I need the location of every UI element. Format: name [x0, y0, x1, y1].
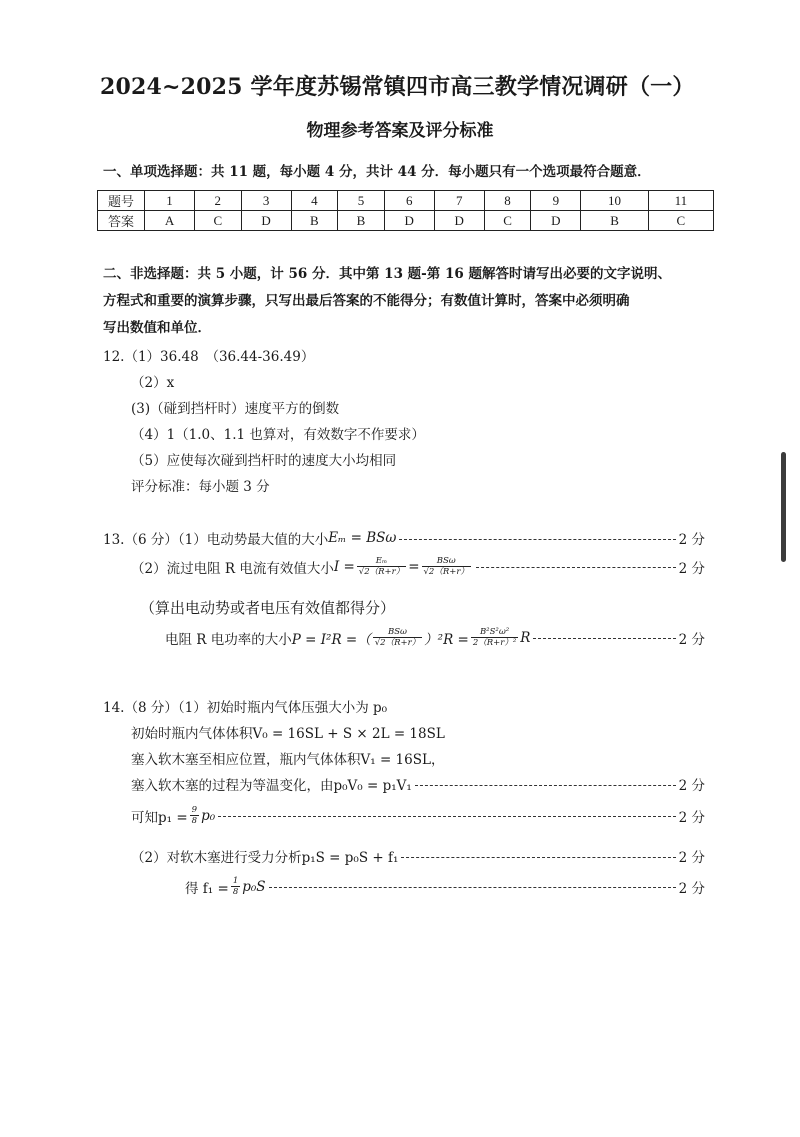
row-label-answer: 答案	[98, 211, 145, 231]
dashed-leader	[415, 785, 676, 786]
fraction-numerator: B²S²ω²	[471, 627, 518, 638]
question-number: 6	[384, 191, 434, 211]
q13-line-3-mid: ）²R =	[424, 631, 469, 648]
fraction-numerator: BSω	[373, 627, 422, 638]
q13-line-1-text: 13.（6 分）（1）电动势最大值的大小	[103, 532, 329, 548]
q13-line-2-text: （2）流过电阻 R 电流有效值大小	[131, 560, 334, 577]
q14-line-5-pre: 可知p₁ =	[131, 809, 188, 826]
score-label: 2 分	[678, 532, 705, 548]
q13-line-2-lhs: I =	[333, 558, 355, 575]
q13-line-1	[103, 528, 705, 548]
dashed-leader	[218, 816, 675, 817]
q13-note: （算出电动势或者电压有效值都得分）	[140, 599, 396, 617]
q12-line-3: (3)（碰到挡杆时）速度平方的倒数	[131, 401, 340, 417]
q14-line-2: 初始时瓶内气体体积V₀ = 16SL + S × 2L = 18SL	[131, 726, 445, 742]
answer-cell: B	[291, 211, 338, 231]
question-number: 1	[145, 191, 195, 211]
equals-sign: =	[408, 558, 420, 575]
answer-cell: D	[531, 211, 581, 231]
q13-line-1-formula: Eₘ = BSω	[328, 530, 397, 546]
fraction	[373, 627, 422, 648]
q12-line-4: （4）1（1.0、1.1 也算对，有效数字不作要求）	[131, 427, 425, 443]
score-label: 2 分	[678, 631, 705, 648]
question-number: 8	[484, 191, 531, 211]
question-number: 3	[241, 191, 291, 211]
q13-line-3-end: R	[520, 629, 531, 646]
fraction-denominator: √2（R+r）	[423, 567, 469, 577]
q14-line-1: 14.（8 分）（1）初始时瓶内气体压强大小为 p₀	[103, 700, 388, 716]
answer-cell: B	[338, 211, 385, 231]
q14-line-6	[131, 846, 705, 866]
question-number-row	[98, 191, 714, 211]
dashed-leader	[269, 887, 676, 888]
q14-line-3: 塞入软木塞至相应位置，瓶内气体体积V₁ = 16SL，	[131, 752, 445, 768]
question-number: 4	[291, 191, 338, 211]
score-label: 2 分	[678, 809, 705, 826]
q13-line-2	[131, 556, 705, 577]
section-2-heading-line-1: 二、非选择题：共 5 小题，计 56 分．其中第 13 题-第 16 题解答时请写出必要的文字说明、	[103, 266, 671, 282]
fraction	[190, 805, 199, 826]
q14-line-7	[185, 876, 705, 897]
q12-line-5: （5）应使每次碰到挡杆时的速度大小均相同	[131, 453, 397, 469]
q14-line-5-post: p₀	[201, 807, 216, 824]
fraction	[471, 627, 518, 648]
vertical-scrollbar[interactable]	[781, 452, 786, 562]
q14-line-7-pre: 得 f₁ =	[185, 880, 229, 897]
page-title: 2024~2025 学年度苏锡常镇四市高三教学情况调研（一）	[100, 74, 695, 100]
row-label-question: 题号	[98, 191, 145, 211]
answer-cell: C	[195, 211, 242, 231]
q14-line-7-post: p₀S	[242, 878, 266, 895]
question-number: 7	[434, 191, 484, 211]
section-2-heading-line-3: 写出数值和单位．	[103, 320, 211, 336]
fraction-numerator: 9	[191, 805, 198, 815]
question-number: 11	[648, 191, 713, 211]
fraction-denominator: 2（R+r）²	[472, 638, 517, 648]
q14-line-5	[131, 805, 705, 826]
page-subtitle: 物理参考答案及评分标准	[306, 121, 494, 141]
q12-line-1: 12.（1）36.48 （36.44-36.49）	[103, 349, 315, 365]
answer-cell: D	[434, 211, 484, 231]
fraction-denominator: 8	[232, 887, 239, 897]
q13-line-3-text: 电阻 R 电功率的大小	[165, 631, 292, 648]
answer-cell: D	[241, 211, 291, 231]
q12-scoring-note: 评分标准：每小题 3 分	[131, 479, 270, 495]
answer-table	[97, 190, 714, 231]
dashed-leader	[533, 638, 675, 639]
question-number: 2	[195, 191, 242, 211]
dashed-leader	[399, 539, 675, 540]
fraction-numerator: BSω	[422, 556, 471, 567]
score-label: 2 分	[678, 880, 705, 897]
answer-cell: C	[484, 211, 531, 231]
q12-line-2: （2）x	[131, 375, 175, 391]
fraction	[422, 556, 471, 577]
question-number: 9	[531, 191, 581, 211]
fraction-denominator: √2（R+r）	[358, 567, 405, 577]
fraction	[231, 876, 240, 897]
answer-cell: A	[145, 211, 195, 231]
score-label: 2 分	[678, 850, 705, 866]
answer-cell: C	[648, 211, 713, 231]
fraction-denominator: √2（R+r）	[374, 638, 421, 648]
question-number: 10	[581, 191, 648, 211]
dashed-leader	[476, 567, 676, 568]
fraction-denominator: 8	[191, 816, 198, 826]
q14-line-4	[131, 774, 705, 794]
fraction-numerator: 1	[232, 876, 239, 886]
answer-row	[98, 211, 714, 231]
section-2-heading-line-2: 方程式和重要的演算步骤，只写出最后答案的不能得分；有数值计算时，答案中必须明确	[103, 293, 630, 309]
score-label: 2 分	[678, 560, 705, 577]
section-1-heading: 一、单项选择题：共 11 题，每小题 4 分，共计 44 分．每小题只有一个选项最符合题意．	[103, 164, 651, 180]
q13-line-3	[165, 627, 705, 648]
answer-cell: B	[581, 211, 648, 231]
fraction-numerator: Eₘ	[357, 556, 406, 567]
score-label: 2 分	[678, 778, 705, 794]
q14-line-6-text: （2）对软木塞进行受力分析p₁S = p₀S + f₁	[131, 850, 399, 866]
answer-cell: D	[384, 211, 434, 231]
q14-line-4-text: 塞入软木塞的过程为等温变化，由p₀V₀ = p₁V₁	[131, 778, 412, 794]
dashed-leader	[401, 857, 675, 858]
q13-line-3-lhs: P = I²R =（	[291, 631, 371, 648]
fraction	[357, 556, 406, 577]
question-number: 5	[338, 191, 385, 211]
